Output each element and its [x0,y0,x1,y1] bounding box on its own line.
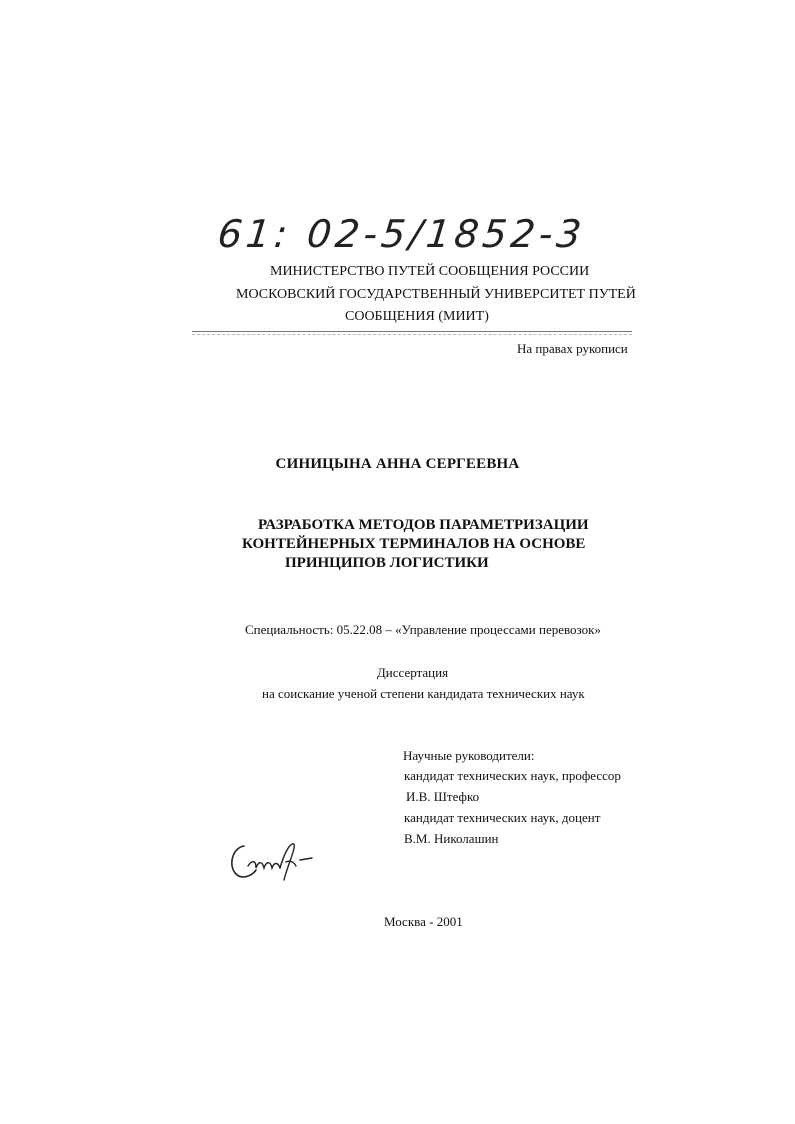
university-short-name: СООБЩЕНИЯ (МИИТ) [345,309,489,324]
ministry-name: МИНИСТЕРСТВО ПУТЕЙ СООБЩЕНИЯ РОССИИ [270,264,590,279]
dissertation-label: Диссертация [376,665,449,680]
header-divider-shadow [192,334,632,335]
title-line-1: РАЗРАБОТКА МЕТОДОВ ПАРАМЕТРИЗАЦИИ [258,517,589,533]
author-name: СИНИЦЫНА АННА СЕРГЕЕВНА [275,456,520,472]
title-line-3: ПРИНЦИПОВ ЛОГИСТИКИ [285,555,489,571]
degree-line: на соискание ученой степени кандидата технических наук [262,686,585,701]
specialty-line: Специальность: 05.22.08 – «Управление процессами перевозок» [245,622,601,637]
supervisors-heading: Научные руководители: [403,748,535,763]
supervisor-2-name: В.М. Николашин [404,831,499,846]
rights-note: На правах рукописи [517,341,628,356]
supervisor-2-degree: кандидат технических наук, доцент [404,810,601,825]
header-divider [192,331,632,332]
handwritten-catalog-number: 61: 02-5/1852-3 [215,212,588,256]
supervisor-1-degree: кандидат технических наук, профессор [404,768,621,783]
university-name: МОСКОВСКИЙ ГОСУДАРСТВЕННЫЙ УНИВЕРСИТЕТ ПУТЕЙ [236,287,636,302]
title-line-2: КОНТЕЙНЕРНЫХ ТЕРМИНАЛОВ НА ОСНОВЕ [242,536,586,552]
supervisor-1-name: И.В. Штефко [406,789,480,804]
city-year: Москва - 2001 [384,914,463,929]
signature-icon [226,836,316,884]
